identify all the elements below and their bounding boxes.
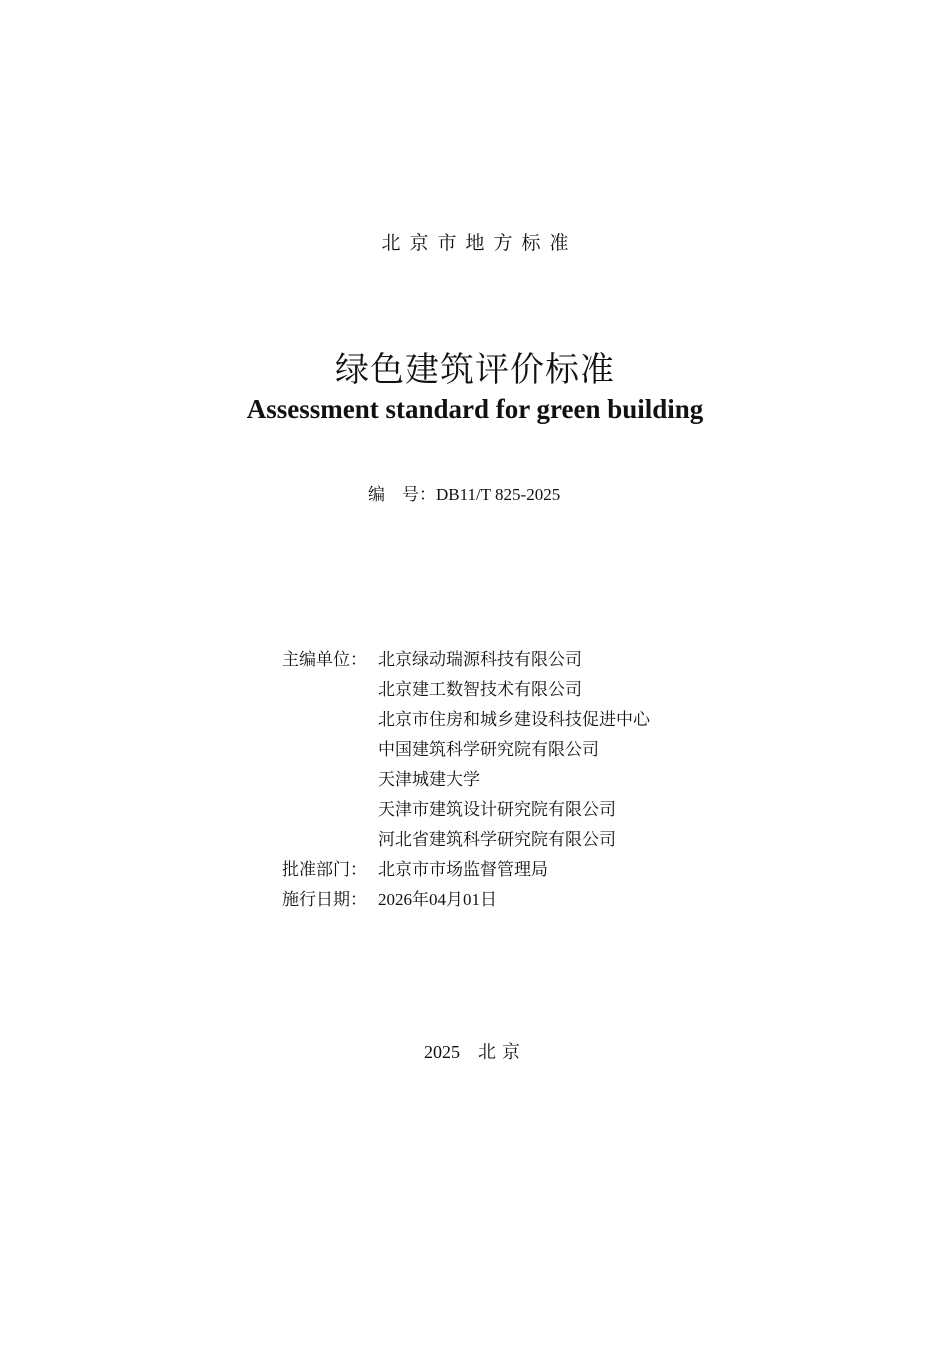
editor-label: 主编单位： [282, 649, 367, 670]
standard-code [368, 480, 560, 505]
info-row-approver [282, 852, 650, 882]
document-title-chinese: 绿色建筑评价标准 [335, 350, 615, 390]
editor-item: 北京绿动瑞源科技有限公司 [378, 649, 582, 670]
effective-date-label: 施行日期： [282, 889, 367, 910]
footer-city: 北京 [478, 1042, 526, 1063]
info-row-editor [282, 822, 650, 852]
standard-category: 北京市地方标准 [381, 232, 578, 254]
standard-code-label: 编 号： [368, 485, 436, 505]
info-row-editor [282, 792, 650, 822]
info-row-editor [282, 732, 650, 762]
approver-value: 北京市市场监督管理局 [378, 859, 548, 880]
document-info [282, 642, 650, 912]
document-title-english: Assessment standard for green building [246, 394, 704, 424]
info-row-editor [282, 702, 650, 732]
footer-year: 2025 [424, 1042, 460, 1062]
footer [0, 1038, 950, 1064]
effective-date-value: 2026年04月01日 [378, 889, 497, 909]
editor-item: 河北省建筑科学研究院有限公司 [378, 829, 616, 850]
editor-item: 中国建筑科学研究院有限公司 [378, 739, 599, 760]
editor-item: 天津市建筑设计研究院有限公司 [378, 799, 616, 820]
approver-label: 批准部门： [282, 859, 367, 880]
editor-item: 天津城建大学 [378, 769, 480, 790]
info-row-editor [282, 642, 650, 672]
info-row-effective-date [282, 882, 650, 912]
info-row-editor [282, 762, 650, 792]
editor-item: 北京市住房和城乡建设科技促进中心 [378, 709, 650, 730]
editor-item: 北京建工数智技术有限公司 [378, 679, 582, 700]
standard-code-value: DB11/T 825-2025 [436, 485, 561, 504]
info-row-editor [282, 672, 650, 702]
